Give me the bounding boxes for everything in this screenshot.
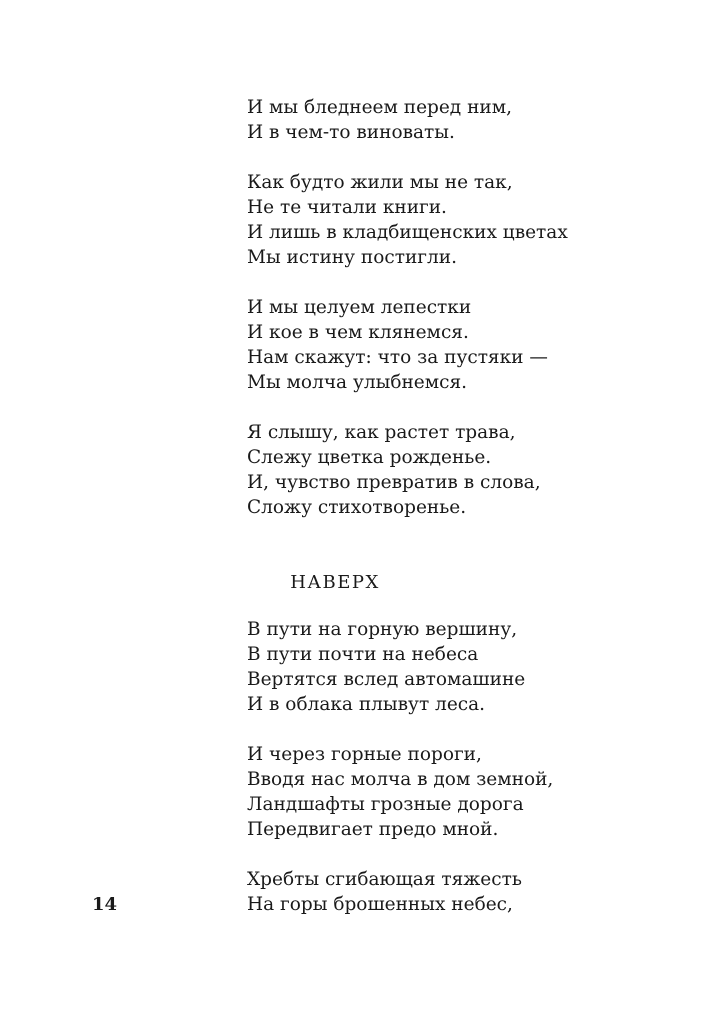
verse-line: И лишь в кладбищенских цветах [247,222,568,243]
verse-line: Сложу стихотворенье. [247,497,467,518]
stanza [247,295,687,395]
verse-line: Мы молча улыбнемся. [247,372,468,393]
verse-line: И через горные пороги, [247,744,482,765]
verse-line: Хребты сгибающая тяжесть [247,869,522,890]
verse-line: Вводя нас молча в дом земной, [247,769,554,790]
stanza [247,617,687,717]
verse-line: Передвигает предо мной. [247,819,499,840]
verse-line: И в чем-то виноваты. [247,122,455,143]
verse-line: На горы брошенных небес, [247,894,513,915]
verse-line: И мы бледнеем перед ним, [247,97,513,118]
poem-naverkh [247,617,687,942]
verse-line: И, чувство превратив в слова, [247,472,541,493]
verse-line: Вертятся вслед автомашине [247,669,526,690]
verse-line: В пути почти на небеса [247,644,479,665]
stanza [247,420,687,520]
verse-line: И мы целуем лепестки [247,297,472,318]
verse-line: Ландшафты грозные дорога [247,794,524,815]
poem-continuation [247,95,687,545]
verse-line: Нам скажут: что за пустяки — [247,347,548,368]
page-number: 14 [92,894,118,915]
verse-line: Слежу цветка рожденье. [247,447,492,468]
verse-line: В пути на горную вершину, [247,619,518,640]
verse-line: Не те читали книги. [247,197,447,218]
verse-line: И кое в чем клянемся. [247,322,469,343]
stanza [247,742,687,842]
stanza [247,95,687,145]
stanza [247,170,687,270]
poem-title: НАВЕРХ [290,572,380,593]
verse-line: Мы истину постигли. [247,247,457,268]
verse-line: Как будто жили мы не так, [247,172,513,193]
verse-line: И в облака плывут леса. [247,694,486,715]
verse-line: Я слышу, как растет трава, [247,422,516,443]
stanza [247,867,687,917]
